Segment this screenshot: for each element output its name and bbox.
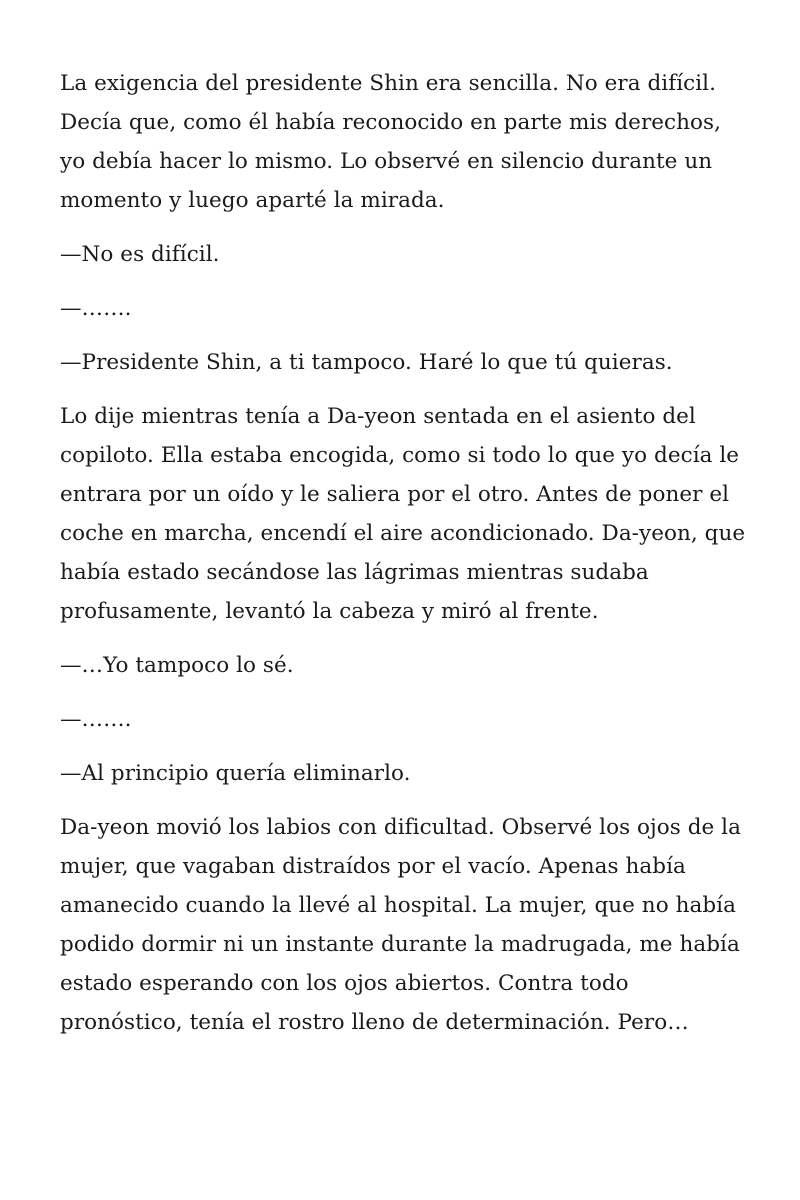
paragraph-2: Lo dije mientras tenía a Da-yeon sentada en el asiento del copiloto. Ella estaba encogida, como si todo lo que yo decía le entrara por un oído y le saliera por el otro. Antes de poner el coche en marcha, encendí el aire acondicionado. Da-yeon, que había estado secándose las lágrimas mientras sudaba profusamente, levantó la cabeza y miró al frente. <box>60 404 746 624</box>
paragraph-3: Da-yeon movió los labios con dificultad. Observé los ojos de la mujer, que vagaban distraídos por el vacío. Apenas había amanecido cuando la llevé al hospital. La mujer, que no había podido dormir ni un instante durante la madrugada, me había estado esperando con los ojos abiertos. Contra todo pronóstico, tenía el rostro lleno de determinación. Pero… <box>60 815 741 1035</box>
dialogue-line-6: —Al principio quería eliminarlo. <box>60 761 411 786</box>
dialogue-line-4: —…Yo tampoco lo sé. <box>60 653 294 678</box>
document-page <box>60 64 750 1057</box>
dialogue-line-2: —……. <box>60 296 132 321</box>
dialogue-line-3: —Presidente Shin, a ti tampoco. Haré lo que tú quieras. <box>60 350 673 375</box>
dialogue-line-1: —No es difícil. <box>60 242 220 267</box>
paragraph-1: La exigencia del presidente Shin era sencilla. No era difícil. Decía que, como él había reconocido en parte mis derechos, yo debía hacer lo mismo. Lo observé en silencio durante un momento y luego aparté la mirada. <box>60 71 721 213</box>
dialogue-line-5: —……. <box>60 707 132 732</box>
